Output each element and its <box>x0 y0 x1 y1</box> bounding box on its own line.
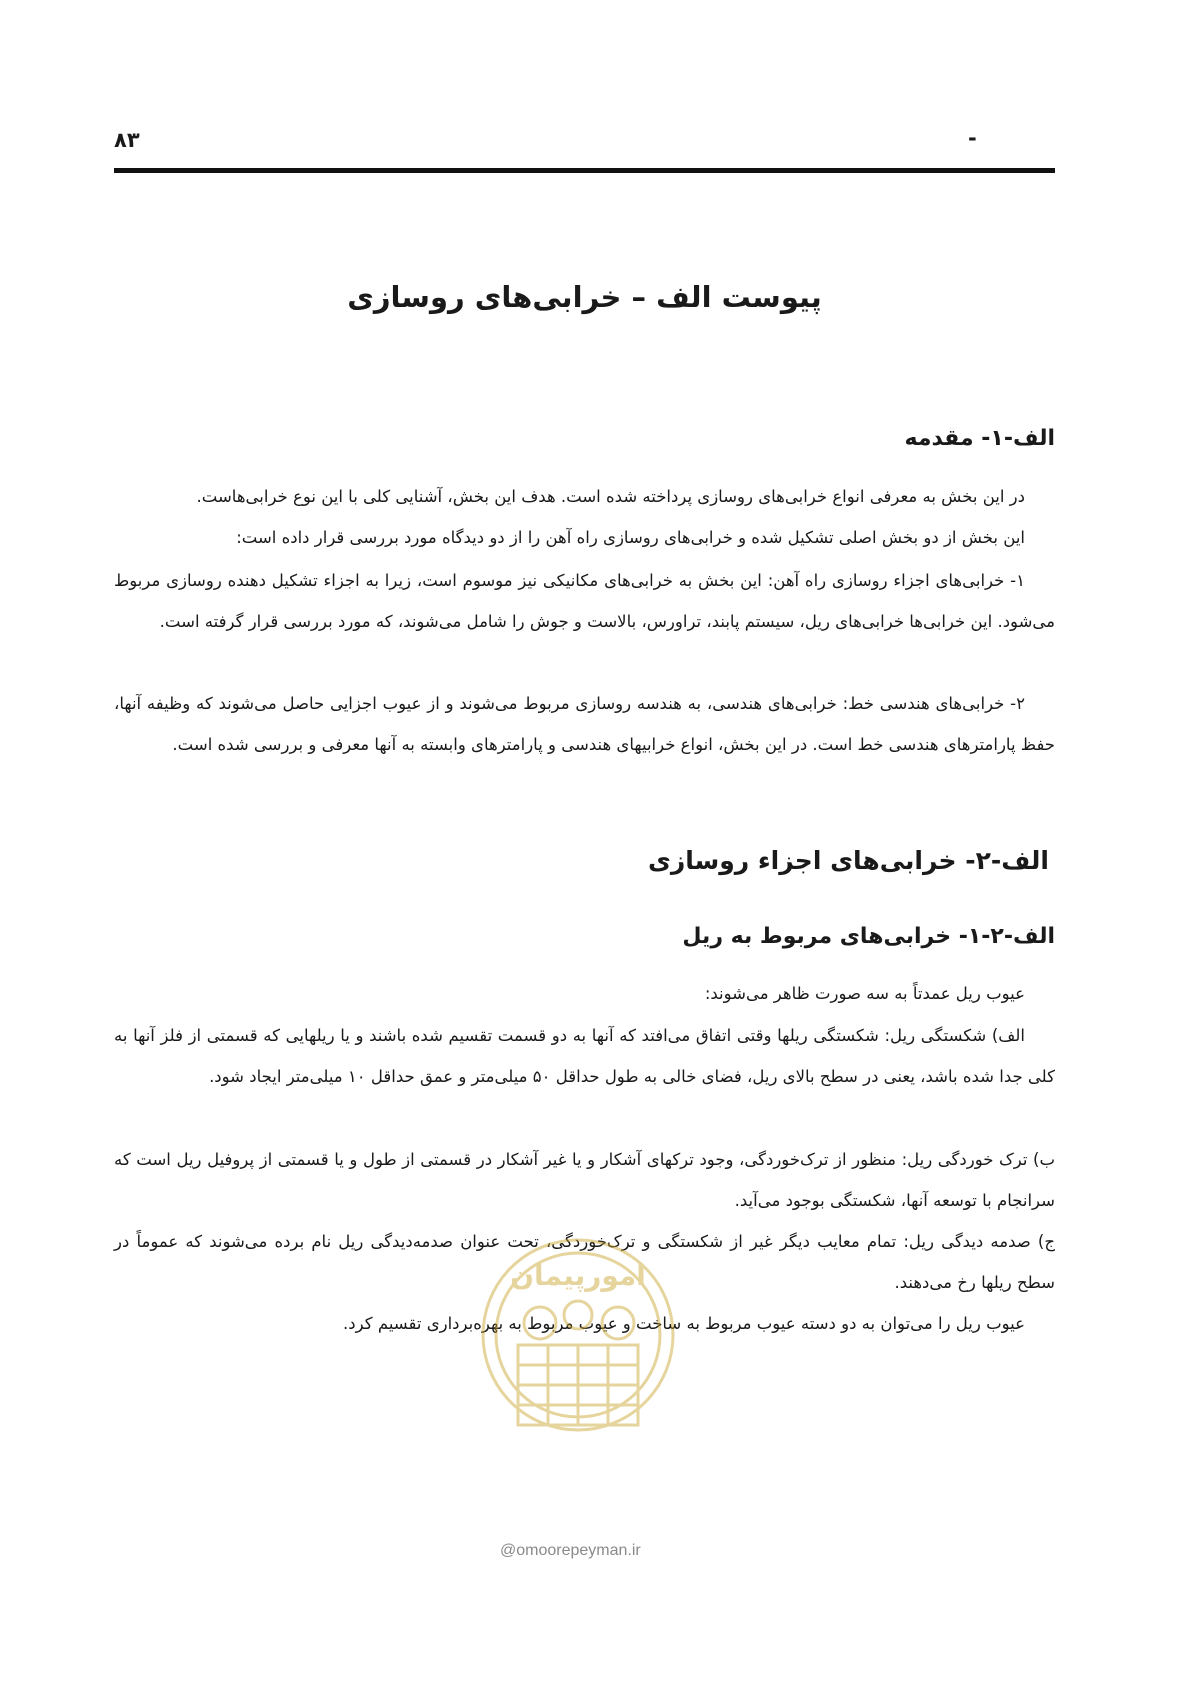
watermark-url: @omoorepeyman.ir <box>500 1542 641 1559</box>
intro-paragraph-1: در این بخش به معرفی انواع خرابی‌های روسازی پرداخته شده است. هدف این بخش، آشنایی کلی با این نوع خرابی‌هاست. <box>196 487 1025 506</box>
intro-item-1: ۱- خرابی‌های اجزاء روسازی راه آهن: این بخش به خرابی‌های مکانیکی نیز موسوم است، زیرا به اجزاء تشکیل دهنده روسازی مربوط می‌شود. این خرابی‌ها خرابی‌های ریل، سیستم پابند، تراورس، بالاست و جوش را شامل می‌شوند، که مورد بررسی قرار گرفته است. <box>114 571 1055 631</box>
rail-defects-categories-paragraph: عیوب ریل را می‌توان به دو دسته عیوب مربوط به ساخت و عیوب مربوط به بهره‌برداری تقسیم کرد. <box>343 1314 1025 1333</box>
page-number: ۸۳ <box>114 128 140 152</box>
watermark-logo-text: امورپیمان <box>510 1259 646 1292</box>
rail-crack-paragraph: ب) ترک خوردگی ریل: منظور از ترک‌خوردگی، وجود ترکهای آشکار و یا غیر آشکار در قسمتی از طول و یا قسمتی از پروفیل ریل است که سرانجام با توسعه آنها، شکستگی بوجود می‌آید. <box>114 1150 1055 1210</box>
header-dash: - <box>968 126 977 150</box>
intro-paragraph-2: این بخش از دو بخش اصلی تشکیل شده و خرابی‌های روسازی راه آهن را از دو دیدگاه مورد بررسی قرار داده است: <box>236 528 1025 547</box>
subsection-rail-heading: الف-۲-۱- خرابی‌های مربوط به ریل <box>682 924 1055 949</box>
section-intro-heading: الف-۱- مقدمه <box>904 426 1055 451</box>
rail-intro-paragraph: عیوب ریل عمدتاً به سه صورت ظاهر می‌شوند: <box>704 984 1025 1003</box>
intro-item-2: ۲- خرابی‌های هندسی خط: خرابی‌های هندسی، به هندسه روسازی مربوط می‌شوند و از عیوب اجزایی حاصل می‌شوند که وظیفه آنها، حفظ پارامترهای هندسی خط است. در این بخش، انواع خرابیهای هندسی و پارامترهای وابسته به آنها معرفی و بررسی شده است. <box>114 694 1055 754</box>
rail-break-paragraph: الف) شکستگی ریل: شکستگی ریلها وقتی اتفاق می‌افتد که آنها به دو قسمت تقسیم شده باشند و یا ریلهایی که قسمتی از فلز آنها به کلی جدا شده باشد، یعنی در سطح بالای ریل، فضای خالی به طول حداقل ۵۰ میلی‌متر و عمق حداقل ۱۰ میلی‌متر ایجاد شود. <box>114 1026 1055 1086</box>
rail-damage-paragraph: ج) صدمه دیدگی ریل: تمام معایب دیگر غیر از شکستگی و ترک‌خوردگی، تحت عنوان صدمه‌دیدگی ریل نام برده می‌شوند که عموماً در سطح ریلها رخ می‌دهند. <box>114 1232 1055 1292</box>
section-components-heading: الف-۲- خرابی‌های اجزاء روسازی <box>647 846 1049 875</box>
header-rule <box>114 168 1055 173</box>
appendix-title: پیوست الف – خرابی‌های روسازی <box>347 280 822 314</box>
watermark-logo <box>478 1225 678 1495</box>
